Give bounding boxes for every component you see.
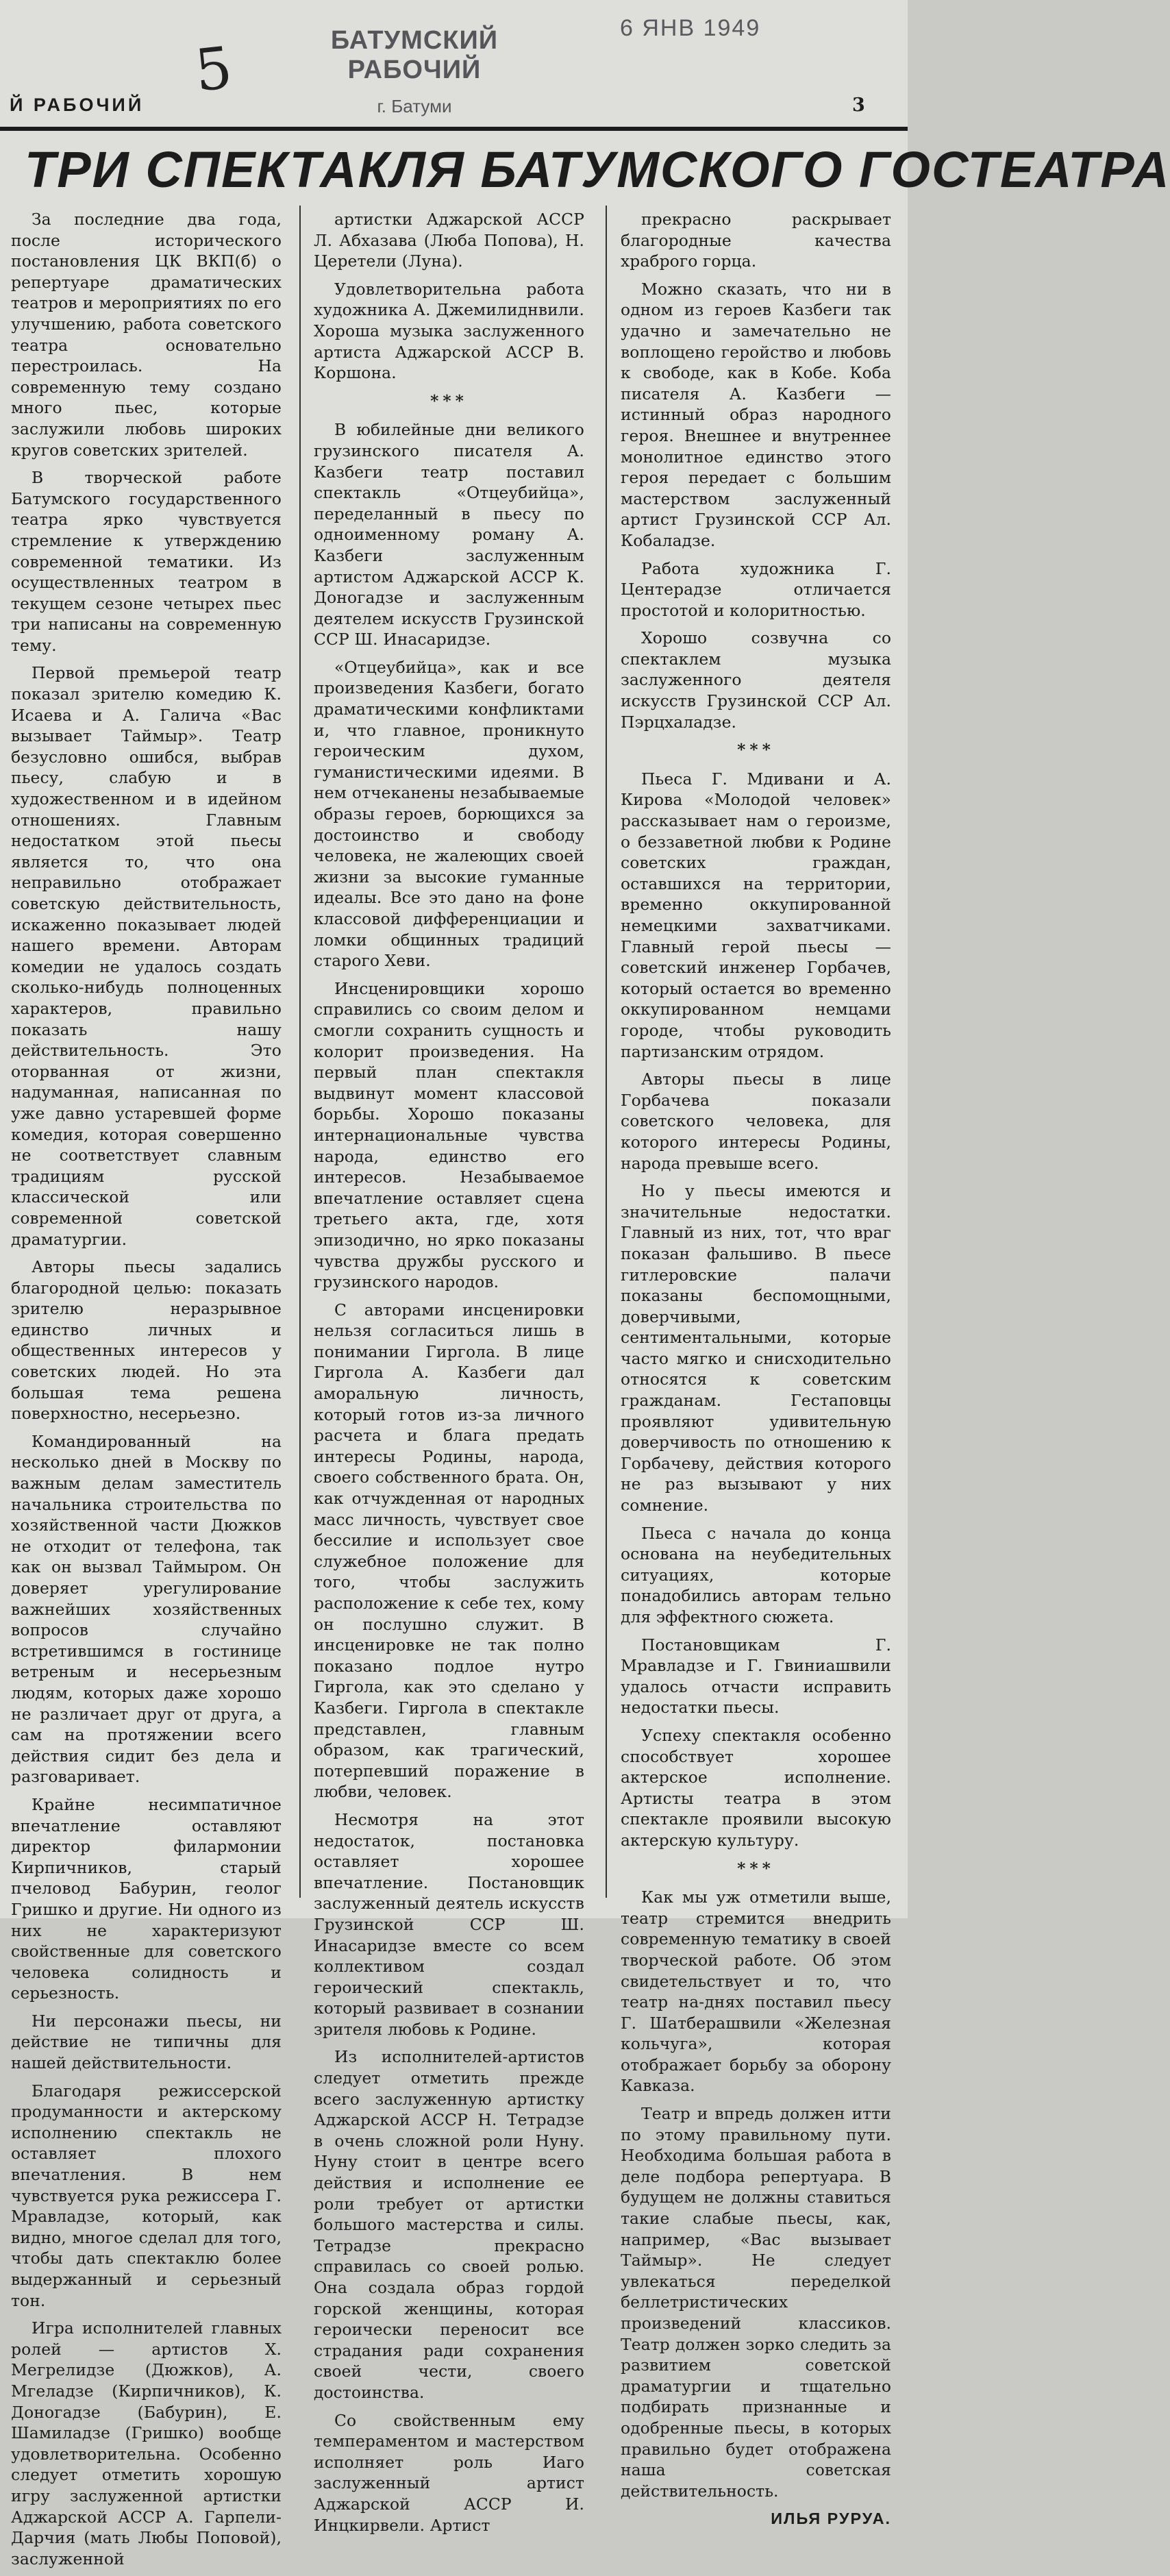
date-stamp: 6 ЯНВ 1949 [620, 15, 761, 41]
paragraph: Первой премьерой театр показал зрителю комедию К. Исаева и А. Галича «Вас вызывает Таймыр». Театр безусловно ошибся, выбрав пьесу, слабую и в художественном и в идейном отношениях. Главным недостатком этой пьесы является то, что она неправильно отображает советскую действительность, искаженно показывает людей нашего времени. Авторам комедии не удалось создать сколько-нибудь полноценных характеров, правильно показать нашу действительность. Это оторванная от жизни, надуманная, написанная по уже давно устаревшей форме комедия, которая совершенно не соответствует славным традициям русской классической или современной советской драматургии. [11, 663, 282, 1249]
paragraph: Работа художника Г. Центерадзе отличается простотой и колоритностью. [621, 558, 891, 620]
page-running-title: Й РАБОЧИЙ [10, 95, 145, 115]
section-divider: *** [430, 391, 468, 410]
paragraph: Из исполнителей-артистов следует отметить прежде всего заслуженную артистку Аджарской АССР Н. Тетрадзе в очень сложной роли Нуну. Нуну стоит в центре всего действия и исполнение ее роли требует от артистки большого мастерства и силы. Тетрадзе прекрасно справилась со своей ролью. Она создала образ гордой горской женщины, которая героически переносит все страдания ради сохранения своей чести, своего достоинства. [314, 2047, 584, 2402]
paragraph: Пьеса Г. Мдивани и А. Кирова «Молодой человек» рассказывает нам о героизме, о беззаветной любви к Родине советских граждан, оставшихся на территории, временно оккупированной немецкими захватчиками. Главный герой пьесы — советский инженер Горбачев, который остается во временно оккупированном немцами городе, чтобы руководить партизанским отрядом. [621, 769, 891, 1061]
article-column-2 [314, 209, 584, 2542]
handwritten-number: 5 [192, 34, 236, 105]
header-rule [0, 127, 908, 131]
paragraph: прекрасно раскрывает благородные качества храброго горца. [621, 210, 891, 271]
paragraph: Инсценировщики хорошо справились со своим делом и смогли сохранить сущность и колорит произведения. На первый план спектакля выдвинут момент классовой борьбы. Хорошо показаны интернациональные чувства народа, единство его интересов. Незабываемое впечатление оставляет сцена третьего акта, где, хотя эпизодично, но ярко показаны чувства дружбы русского и грузинского народов. [314, 978, 584, 1292]
paragraph: Удовлетворительна работа художника А. Джемилиднвили. Хороша музыка заслуженного артиста Аджарской АССР В. Коршона. [314, 279, 584, 383]
stamp-city: г. Батуми [377, 96, 452, 116]
paragraph: С авторами инсценировки нельзя согласиться лишь в понимании Гиргола. В лице Гиргола А. Казбеги дал аморальную личность, который готов из-за личного расчета и блага предать интересы Родины, народа, своего собственного брата. Он, как отчужденная от народных масс личность, чувствует свое бессилие и использует свое служебное положение для того, чтобы заслужить расположение к себе тех, кому он послушно служит. В инсценировке не так полно показано подлое нутро Гиргола, как это сделано у Казбеги. Гиргола в спектакле представлен, главным образом, как трагический, потерпевший поражение в любви, человек. [314, 1300, 584, 1802]
paragraph: Благодаря режиссерской продуманности и актерскому исполнению спектакль не оставляет плохого впечатления. В нем чувствуется рука режиссера Г. Мравладзе, который, как видно, многое сделал для того, чтобы дать спектаклю более выдержанный и серьезный тон. [11, 2081, 282, 2310]
article-column-3 [621, 209, 891, 2529]
paragraph: Пьеса с начала до конца основана на неубедительных ситуациях, которые понадобились авторам тельно для эффектного сюжета. [621, 1523, 891, 1626]
paragraph: За последние два года, после исторического постановления ЦК ВКП(б) о репертуаре драматических театров и мероприятиях по его улучшению, работа советского театра основательно перестроилась. На современную тему создано много пьес, которые заслужили любовь широких кругов советских зрителей. [11, 210, 282, 460]
paragraph: Авторы пьесы задались благородной целью: показать зрителю неразрывное единство личных и общественных интересов у советских людей. Но эта большая тема решена поверхностно, несерьезно. [11, 1257, 282, 1424]
paragraph: Несмотря на этот недостаток, постановка оставляет хорошее впечатление. Постановщик заслуженный деятель искусств Грузинской ССР Ш. Инасаридзе вместе со всем коллективом создал героический спектакль, который развивает в сознании зрителя любовь к Родине. [314, 1809, 584, 2039]
paragraph: Театр и впредь должен итти по этому правильному пути. Необходима большая работа в деле подбора репертуара. В будущем не должны ставиться такие слабые пьесы, как, например, «Вас вызывает Таймыр». Не следует увлекаться переделкой беллетристических произведений классиков. Театр должен зорко следить за развитием советской драматургии и тщательно подбирать признанные и одобренные пьесы, в которых правильно будет отображена наша советская действительность. [621, 2104, 891, 2501]
paragraph: артистки Аджарской АССР Л. Абхазава (Люба Попова), Н. Церетели (Луна). [314, 210, 584, 271]
paragraph: Со свойственным ему темпераментом и мастерством исполняет роль Иаго заслуженный артист Аджарской АССР И. Инцкирвели. Артист [314, 2410, 584, 2535]
paragraph: «Отцеубийца», как и все произведения Казбеги, богато драматическими конфликтами и, что главное, проникнуто героическим духом, гуманистическими идеями. В нем отчеканены незабываемые образы героев, борющихся за достоинство и свободу человека, не жалеющих своей жизни за высокие гуманные идеалы. Все это дано на фоне классовой дифференциации и ломки общинных традиций старого Хеви. [314, 657, 584, 971]
paragraph: В юбилейные дни великого грузинского писателя А. Казбеги театр поставил спектакль «Отцеубийца», переделанный в пьесу по одноименному роману А. Казбеги заслуженным артистом Аджарской АССР К. Доногадзе и заслуженным деятелем искусств Грузинской ССР Ш. Инасаридзе. [314, 420, 584, 649]
paragraph: Командированный на несколько дней в Москву по важным делам заместитель начальника строительства по хозяйственной части Дюжков не отходит от телефона, так как он вызвал Таймыром. Он доверяет урегулирование важнейших хозяйственных вопросов случайно встретившимся в гостинице ветреным и несерьезным людям, которых даже хорошо не различает друг от друга, а сам на протяжении всего действия сидит без дела и разговаривает. [11, 1431, 282, 1787]
author-signature: ИЛЬЯ РУРУА. [771, 2510, 891, 2528]
paragraph: Крайне несимпатичное впечатление оставляют директор филармонии Кирпичников, старый пчеловод Бабурин, геолог Гришко и другие. Ни одного из них не характеризуют свойственные для советского человека солидность и серьезность. [11, 1794, 282, 2003]
paragraph: В творческой работе Батумского государственного театра ярко чувствуется стремление к утверждению современной тематики. Из осуществленных театром в текущем сезоне четырех пьес три написаны на современную тему. [11, 468, 282, 655]
paragraph: Авторы пьесы в лице Горбачева показали советского человека, для которого интересы Родины, народа превыше всего. [621, 1069, 891, 1173]
paragraph: Игра исполнителей главных ролей — артистов Х. Мегрелидзе (Дюжков), А. Мгеладзе (Кирпичников), К. Доногадзе (Бабурин), Е. Шамиладзе (Гришко) вообще удовлетворительна. Особенно следует отметить хорошую игру заслуженной артистки Аджарской АССР А. Гарпели-Дарчия (мать Любы Поповой), заслуженной [11, 2318, 282, 2568]
library-stamp [301, 26, 527, 117]
paragraph: Ни персонажи пьесы, ни действие не типичны для нашей действительности. [11, 2011, 282, 2073]
column-divider [606, 206, 607, 1898]
page-number: 3 [852, 95, 865, 116]
stamp-title: БАТУМСКИЙ РАБОЧИЙ [330, 26, 499, 84]
paragraph: Постановщикам Г. Мравладзе и Г. Гвиниашвили удалось отчасти исправить недостатки пьесы. [621, 1635, 891, 1718]
paragraph: Можно сказать, что ни в одном из героев Казбеги так удачно и замечательно не воплощено геройство и любовь к свободе, как в Кобе. Коба писателя А. Казбеги — истинный образ народного героя. Внешнее и внутреннее монолитное единство этого героя передает с большим мастерством заслуженный артист Грузинской ССР Ал. Кобаладзе. [621, 279, 891, 550]
paragraph: Хорошо созвучна со спектаклем музыка заслуженного деятеля искусств Грузинской ССР Ал. Пэрцхаладзе. [621, 628, 891, 732]
column-divider [299, 206, 301, 1898]
article-headline: ТРИ СПЕКТАКЛЯ БАТУМСКОГО ГОСТЕАТРА [25, 141, 1170, 198]
paragraph: Успеху спектакля особенно способствует хорошее актерское исполнение. Артисты театра в этом спектакле проявили высокую актерскую культуру. [621, 1725, 891, 1850]
paragraph: Но у пьесы имеются и значительные недостатки. Главный из них, тот, что враг показан фальшиво. В пьесе гитлеровские палачи показаны беспомощными, доверчивыми, сентиментальными, которые часто мягко и снисходительно относятся к советским гражданам. Гестаповцы проявляют удивительную доверчивость по отношению к Горбачеву, действия которого не раз вызывают у них сомнение. [621, 1181, 891, 1515]
article-column-1 [11, 209, 282, 2576]
section-divider: *** [737, 1858, 775, 1878]
section-divider: *** [737, 740, 775, 760]
paragraph: Как мы уж отметили выше, театр стремится внедрить современную тематику в своей творческой работе. Об этом свидетельствует и то, что театр на-днях поставил пьесу Г. Шатберашвили «Железная кольчуга», которая отображает борьбу за оборону Кавказа. [621, 1887, 891, 2096]
